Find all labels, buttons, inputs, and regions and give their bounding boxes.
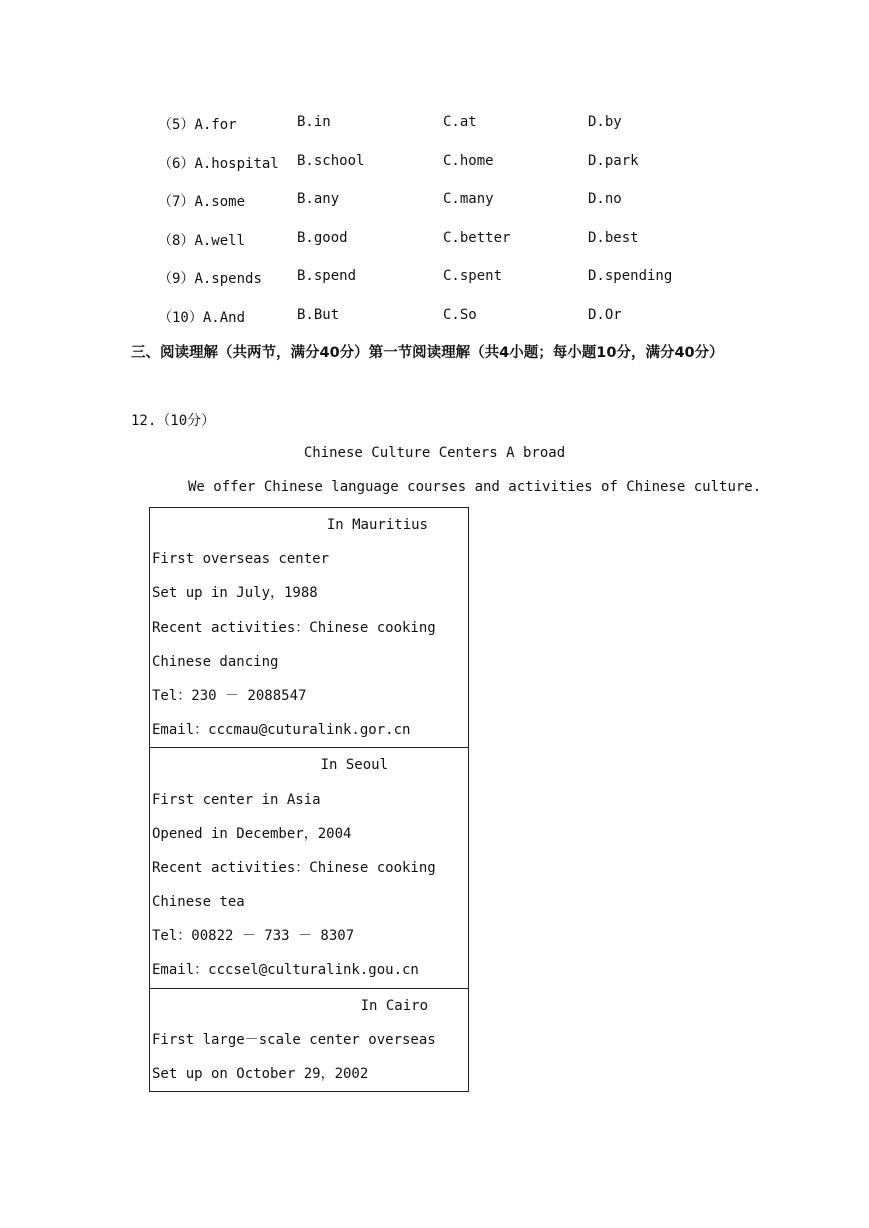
center-line: Tel：00822 － 733 － 8307 — [152, 928, 355, 945]
passage-subtitle: We offer Chinese language courses and activities of Chinese culture. — [188, 479, 762, 495]
center-line: Chinese tea — [152, 894, 245, 911]
center-cairo — [150, 988, 469, 1092]
option-a: A.some — [194, 194, 246, 210]
option-a: A.spends — [194, 271, 262, 287]
center-seoul — [150, 748, 469, 988]
question-number: 12.（10分） — [131, 413, 216, 429]
option-b: B.school — [297, 153, 365, 169]
center-line: Set up on October 29，2002 — [152, 1066, 369, 1082]
passage-title: Chinese Culture Centers A broad — [303, 445, 566, 461]
option-a: A.for — [194, 117, 237, 133]
option-row-10 — [0, 307, 869, 327]
center-line: First overseas center — [152, 551, 330, 568]
option-row-6 — [0, 153, 869, 173]
center-mauritius — [150, 508, 469, 748]
center-heading: In Cairo — [360, 997, 428, 1014]
option-row-8 — [0, 230, 869, 250]
section-heading: 三、阅读理解（共两节，满分40分）第一节阅读理解（共4小题；每小题10分，满分40分） — [131, 345, 724, 361]
option-number: （6） — [158, 156, 195, 172]
center-heading: In Seoul — [320, 757, 388, 774]
option-a: A.And — [202, 310, 246, 326]
center-email: Email：cccsel@culturalink.gou.cn — [152, 962, 419, 979]
center-line: Chinese dancing — [152, 653, 279, 670]
option-c: C.many — [443, 191, 494, 207]
option-b: B.good — [297, 230, 348, 246]
option-b: B.spend — [297, 268, 357, 284]
center-line: Recent activities：Chinese cooking — [152, 619, 436, 636]
center-line: Tel：230 － 2088547 — [152, 687, 307, 704]
option-c: C.at — [443, 114, 477, 130]
option-number: （7） — [158, 194, 195, 210]
option-row-7 — [0, 191, 869, 211]
center-line: Set up in July，1988 — [152, 585, 318, 602]
option-number: （8） — [158, 233, 195, 249]
option-number: （9） — [158, 271, 195, 287]
option-c: C.So — [443, 307, 477, 323]
option-d: D.by — [588, 114, 622, 130]
option-b: B.in — [297, 114, 331, 130]
option-c: C.spent — [443, 268, 503, 284]
centers-table — [149, 507, 469, 1092]
option-d: D.spending — [588, 268, 673, 284]
option-d: D.Or — [588, 307, 622, 323]
center-line: First large－scale center overseas — [152, 1031, 436, 1048]
center-email: Email：cccmau@cuturalink.gor.cn — [152, 722, 411, 739]
option-a: A.well — [194, 233, 246, 249]
option-c: C.home — [443, 153, 494, 169]
option-b: B.any — [297, 191, 340, 207]
option-row-5 — [0, 114, 869, 134]
center-heading: In Mauritius — [326, 517, 428, 533]
option-c: C.better — [443, 230, 511, 246]
option-number: （5） — [158, 117, 195, 133]
option-row-9 — [0, 268, 869, 288]
option-d: D.best — [588, 230, 639, 246]
option-a: A.hospital — [194, 156, 279, 172]
center-line: Recent activities：Chinese cooking — [152, 859, 436, 876]
option-b: B.But — [297, 307, 340, 323]
option-d: D.park — [588, 153, 639, 169]
option-number: （10） — [158, 310, 203, 326]
center-line: First center in Asia — [152, 791, 321, 808]
center-line: Opened in December，2004 — [152, 825, 352, 842]
option-d: D.no — [588, 191, 622, 207]
